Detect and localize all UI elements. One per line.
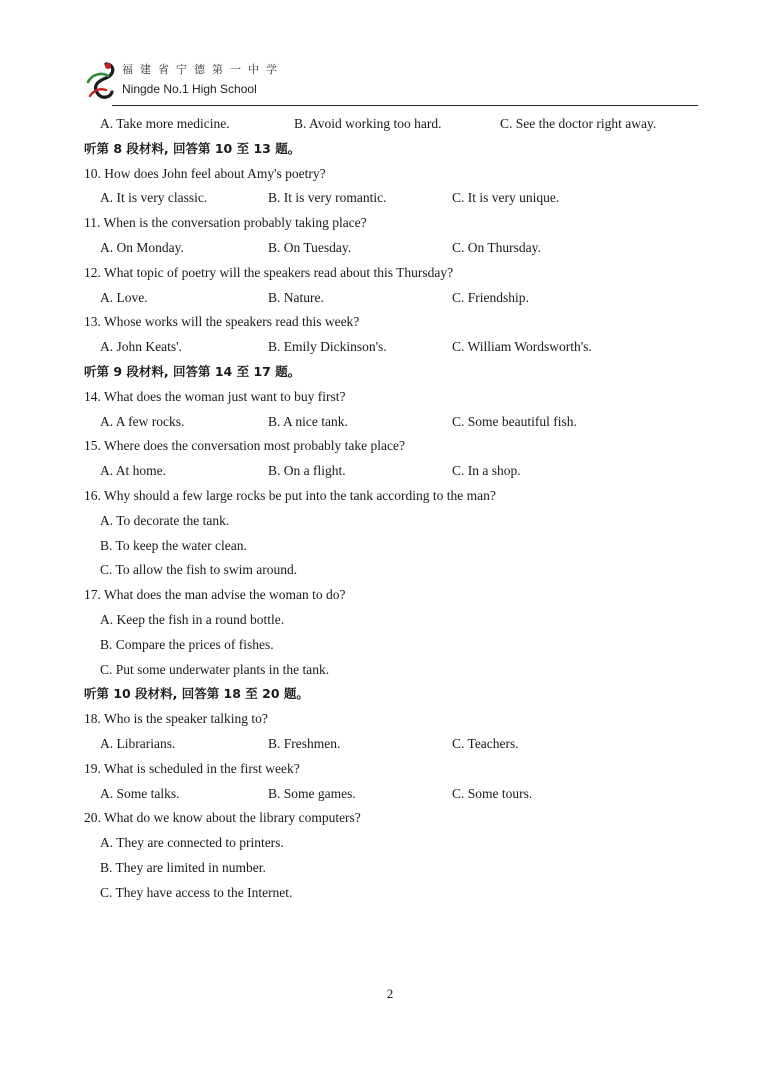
options-row-q18 (84, 732, 698, 757)
options-row-q15 (84, 459, 698, 484)
options-row-q12 (84, 286, 698, 311)
question-15: 15. Where does the conversation most probably take place? (84, 438, 406, 454)
option-a: A. A few rocks. (100, 413, 185, 429)
school-name-english: Ningde No.1 High School (122, 82, 257, 96)
option-c: C. On Thursday. (452, 239, 541, 255)
option-a: A. Some talks. (100, 785, 180, 801)
option-b: B. They are limited in number. (100, 859, 266, 875)
option-b: B. On Tuesday. (268, 239, 352, 255)
option-a: A. On Monday. (100, 239, 184, 255)
question-14: 14. What does the woman just want to buy first? (84, 388, 346, 404)
question-17: 17. What does the man advise the woman to do? (84, 587, 346, 603)
options-row-q19 (84, 782, 698, 807)
question-10: 10. How does John feel about Amy's poetry? (84, 165, 326, 181)
question-16: 16. Why should a few large rocks be put into the tank according to the man? (84, 487, 496, 503)
question-12: 12. What topic of poetry will the speakers read about this Thursday? (84, 264, 454, 280)
option-c: C. See the doctor right away. (500, 116, 657, 131)
option-b: B. On a flight. (268, 463, 346, 479)
option-c: C. Some beautiful fish. (452, 413, 577, 429)
option-b: B. Emily Dickinson's. (268, 339, 387, 355)
option-b: B. Freshmen. (268, 735, 341, 751)
options-row-q9 (84, 112, 698, 137)
option-b: B. Avoid working too hard. (294, 116, 442, 131)
option-c: C. In a shop. (452, 463, 521, 479)
option-a: A. To decorate the tank. (100, 512, 230, 528)
option-b: B. Nature. (268, 289, 324, 305)
option-b: B. Compare the prices of fishes. (100, 636, 274, 652)
option-b: B. To keep the water clean. (100, 537, 247, 553)
school-logo-icon (84, 60, 120, 102)
option-a: A. Take more medicine. (100, 116, 230, 131)
option-b: B. Some games. (268, 785, 356, 801)
options-row-q13 (84, 335, 698, 360)
option-c: C. Some tours. (452, 785, 533, 801)
question-13: 13. Whose works will the speakers read this week? (84, 314, 360, 330)
option-a: A. It is very classic. (100, 190, 208, 206)
section-heading-8: 听第 8 段材料, 回答第 10 至 13 题。 (84, 140, 301, 156)
page-number: 2 (386, 986, 394, 1001)
option-c: C. It is very unique. (452, 190, 560, 206)
question-19: 19. What is scheduled in the first week? (84, 760, 300, 776)
options-row-q11 (84, 236, 698, 261)
option-b: B. It is very romantic. (268, 190, 387, 206)
question-11: 11. When is the conversation probably taking place? (84, 215, 367, 231)
option-c: C. To allow the fish to swim around. (100, 562, 298, 578)
options-row-q14 (84, 410, 698, 435)
question-20: 20. What do we know about the library computers? (84, 810, 361, 826)
section-heading-10: 听第 10 段材料, 回答第 18 至 20 题。 (84, 686, 309, 702)
option-c: C. Friendship. (452, 289, 529, 305)
section-heading-9: 听第 9 段材料, 回答第 14 至 17 题。 (84, 363, 301, 379)
option-a: A. They are connected to printers. (100, 835, 284, 851)
header-divider (112, 105, 698, 106)
option-a: A. Librarians. (100, 735, 176, 751)
option-c: C. Put some underwater plants in the tank. (100, 661, 330, 677)
option-a: A. Keep the fish in a round bottle. (100, 611, 285, 627)
option-a: A. Love. (100, 289, 148, 305)
option-c: C. William Wordsworth's. (452, 339, 592, 355)
option-c: C. They have access to the Internet. (100, 884, 293, 900)
option-c: C. Teachers. (452, 735, 519, 751)
option-a: A. At home. (100, 463, 166, 479)
option-b: B. A nice tank. (268, 413, 348, 429)
question-list (84, 112, 698, 906)
question-18: 18. Who is the speaker talking to? (84, 711, 268, 727)
option-a: A. John Keats'. (100, 339, 182, 355)
school-name-chinese: 福建省宁德第一中学 (122, 63, 284, 76)
page-header (84, 58, 698, 106)
options-row-q10 (84, 186, 698, 211)
